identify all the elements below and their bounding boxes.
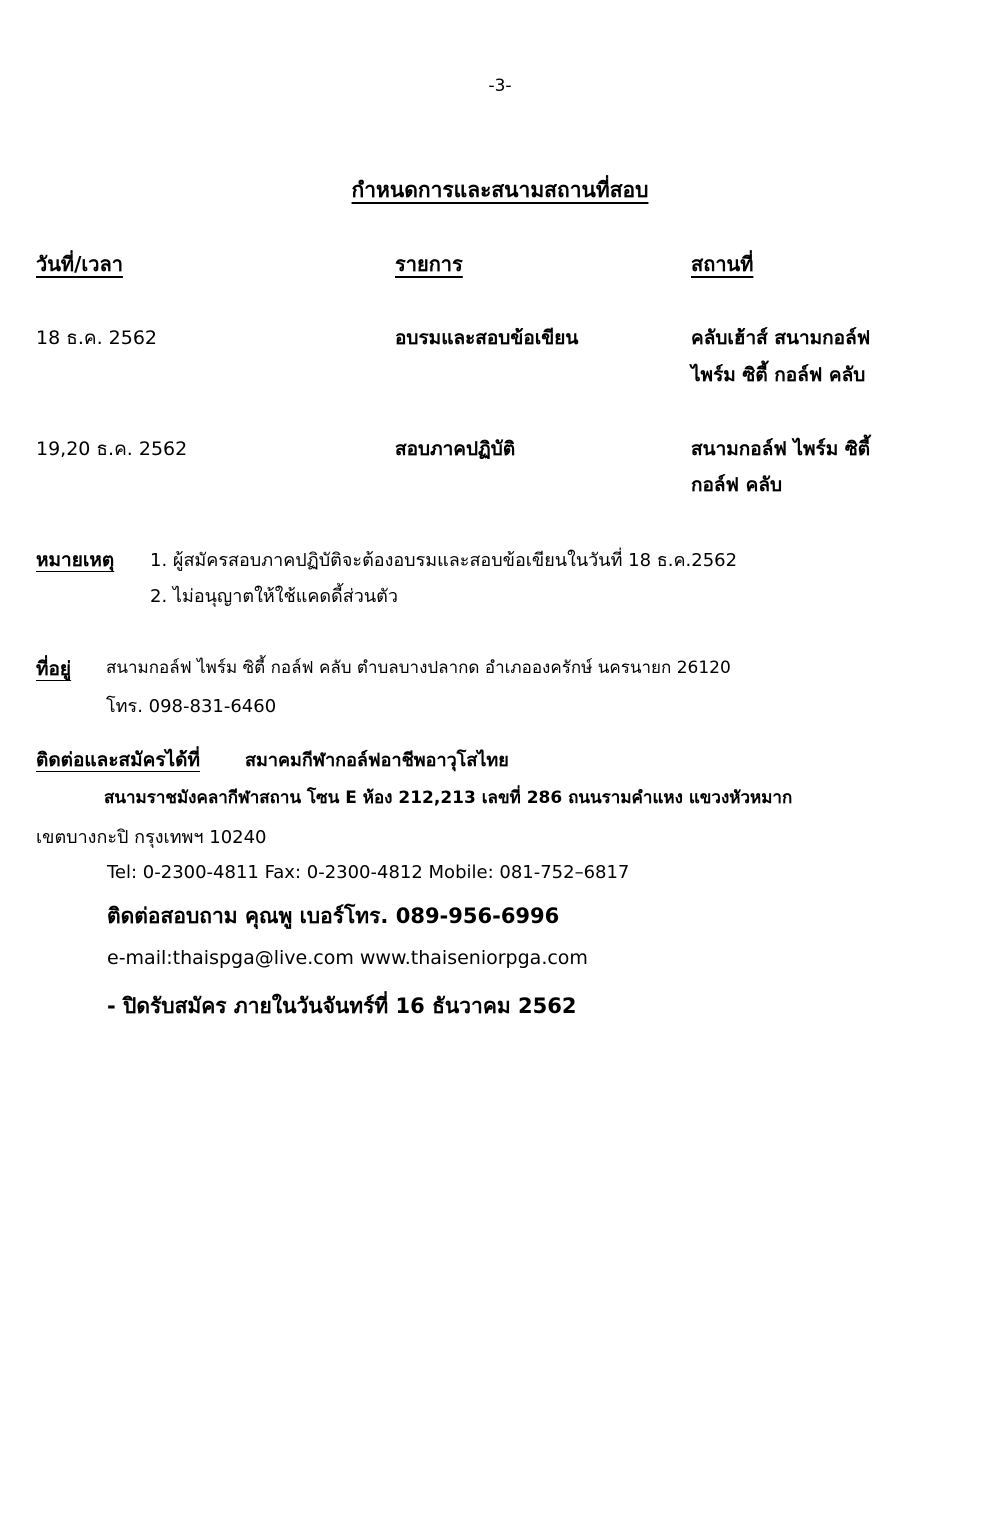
contact-web: e-mail:thaispga@live.com www.thaiseniorpga.com: [107, 947, 588, 969]
row1-date: 18 ธ.ค. 2562: [36, 327, 157, 349]
header-item: รายการ: [395, 252, 463, 276]
contact-inquiry: ติดต่อสอบถาม คุณพู เบอร์โทร. 089-956-6996: [107, 904, 560, 928]
contact-deadline: - ปิดรับสมัคร ภายในวันจันทร์ที่ 16 ธันวาคม 2562: [107, 994, 577, 1018]
row2-item: สอบภาคปฏิบัติ: [395, 438, 516, 460]
contact-tel: Tel: 0-2300-4811 Fax: 0-2300-4812 Mobile: 081-752–6817: [107, 862, 630, 883]
page-number: -3-: [488, 76, 512, 96]
row1-item: อบรมและสอบข้อเขียน: [395, 327, 579, 349]
address-phone: โทร. 098-831-6460: [106, 696, 277, 717]
header-date: วันที่/เวลา: [36, 252, 123, 276]
remark-1: 1. ผู้สมัครสอบภาคปฏิบัติจะต้องอบรมและสอบข้อเขียนในวันที่ 18 ธ.ค.2562: [150, 550, 738, 571]
row2-place-line1: สนามกอล์ฟ ไพร์ม ซิตี้: [691, 438, 871, 460]
header-place: สถานที่: [691, 252, 754, 276]
row2-place-line2: กอล์ฟ คลับ: [691, 474, 783, 496]
page-title-text: กำหนดการและสนามสถานที่สอบ: [351, 178, 649, 202]
contact-label: ติดต่อและสมัครได้ที่: [36, 749, 200, 771]
remarks-label: หมายเหตุ: [36, 549, 115, 571]
address-label: ที่อยู่: [36, 658, 72, 680]
row1-place-line1: คลับเฮ้าส์ สนามกอล์ฟ: [691, 327, 871, 349]
address-line: สนามกอล์ฟ ไพร์ม ซิตี้ กอล์ฟ คลับ ตำบลบางปลากด อำเภอองครักษ์ นครนายก 26120: [106, 658, 731, 678]
row1-place-line2: ไพร์ม ซิตี้ กอล์ฟ คลับ: [691, 364, 866, 386]
page-title: [0, 174, 1000, 207]
remark-2: 2. ไม่อนุญาตให้ใช้แคดดี้ส่วนตัว: [150, 586, 398, 607]
contact-org: สมาคมกีฬากอล์ฟอาชีพอาวุโสไทย: [245, 750, 509, 771]
row2-date: 19,20 ธ.ค. 2562: [36, 438, 188, 460]
contact-address-line1: สนามราชมังคลากีฬาสถาน โซน E ห้อง 212,213 เลขที่ 286 ถนนรามคำแหง แขวงหัวหมาก: [104, 788, 793, 808]
contact-address-line2: เขตบางกะปิ กรุงเทพฯ 10240: [36, 827, 267, 848]
